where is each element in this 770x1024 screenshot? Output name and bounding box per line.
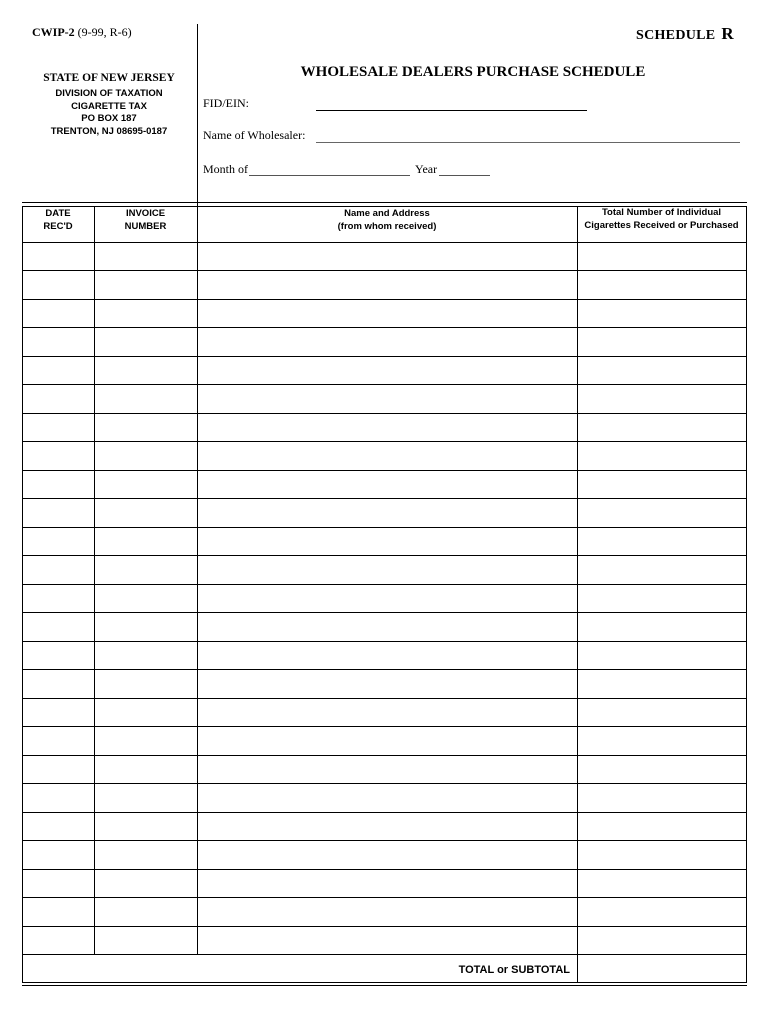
table-row-rule	[22, 498, 747, 499]
table-row-rule	[22, 555, 747, 556]
header-date: DATE REC'D	[43, 208, 73, 232]
table-row-rule	[22, 299, 747, 300]
fid-label: FID/EIN:	[203, 96, 249, 110]
month-label: Month of	[203, 162, 248, 176]
table-row-rule	[22, 584, 747, 585]
table-row-rule	[22, 726, 747, 727]
table-right-border	[746, 206, 747, 982]
table-row-rule	[22, 470, 747, 471]
wholesaler-input[interactable]	[316, 128, 736, 142]
page-title: WHOLESALE DEALERS PURCHASE SCHEDULE	[300, 64, 646, 80]
table-row-rule	[22, 840, 747, 841]
form-number: CWIP-2	[32, 25, 75, 39]
table-row-rule	[22, 869, 747, 870]
table-row-rule	[22, 755, 747, 756]
agency-box: PO BOX 187	[81, 113, 137, 124]
table-row-rule	[22, 897, 747, 898]
form-code	[32, 25, 132, 40]
col-divider-invoice	[197, 206, 198, 954]
table-row-rule	[22, 669, 747, 670]
table-bottom-rule	[22, 982, 747, 983]
total-subtotal-label: TOTAL or SUBTOTAL	[458, 964, 570, 976]
fid-underline	[316, 110, 587, 111]
table-row-rule	[22, 413, 747, 414]
table-row-rule	[22, 926, 747, 927]
schedule-label	[636, 24, 734, 44]
table-row-rule	[22, 270, 747, 271]
header-invoice: INVOICE NUMBER	[124, 208, 167, 232]
header-total-cigarettes: Total Number of Individual Cigarettes Received or Purchased	[584, 207, 739, 231]
table-row-rule	[22, 356, 747, 357]
agency-dept: CIGARETTE TAX	[71, 100, 147, 112]
table-row-rule	[22, 783, 747, 784]
table-row-rule	[22, 641, 747, 642]
year-underline	[439, 175, 490, 176]
schedule-word: SCHEDULE	[636, 28, 716, 43]
agency-division: DIVISION OF TAXATION	[55, 88, 163, 99]
table-row-rule	[22, 612, 747, 613]
table-row-rule	[22, 698, 747, 699]
fid-input[interactable]	[316, 96, 586, 110]
form-revision: (9-99, R-6)	[77, 25, 132, 39]
total-subtotal-input[interactable]	[580, 958, 742, 980]
agency-city: TRENTON, NJ 08695-0187	[50, 125, 168, 137]
month-input[interactable]	[249, 162, 409, 176]
header-divider	[197, 24, 198, 206]
table-top-rule	[22, 202, 747, 203]
month-underline	[249, 175, 410, 176]
year-label: Year	[415, 162, 438, 176]
table-left-border	[22, 206, 23, 982]
wholesaler-underline	[316, 142, 740, 143]
header-name-address: Name and Address (from whom received)	[337, 208, 437, 232]
table-row-rule	[22, 441, 747, 442]
year-input[interactable]	[439, 162, 489, 176]
header-bottom-rule	[22, 242, 747, 243]
col-divider-date	[94, 206, 95, 954]
col-divider-name	[577, 206, 578, 982]
wholesaler-label: Name of Wholesaler:	[203, 128, 306, 142]
table-row-rule	[22, 527, 747, 528]
table-row-rule	[22, 812, 747, 813]
agency-block	[24, 68, 194, 138]
table-row-rule	[22, 327, 747, 328]
agency-state: STATE OF NEW JERSEY	[43, 72, 175, 84]
table-row-rule	[22, 384, 747, 385]
table-bottom-rule-outer	[22, 985, 747, 986]
schedule-letter: R	[721, 24, 734, 43]
table-row-rule	[22, 954, 747, 955]
